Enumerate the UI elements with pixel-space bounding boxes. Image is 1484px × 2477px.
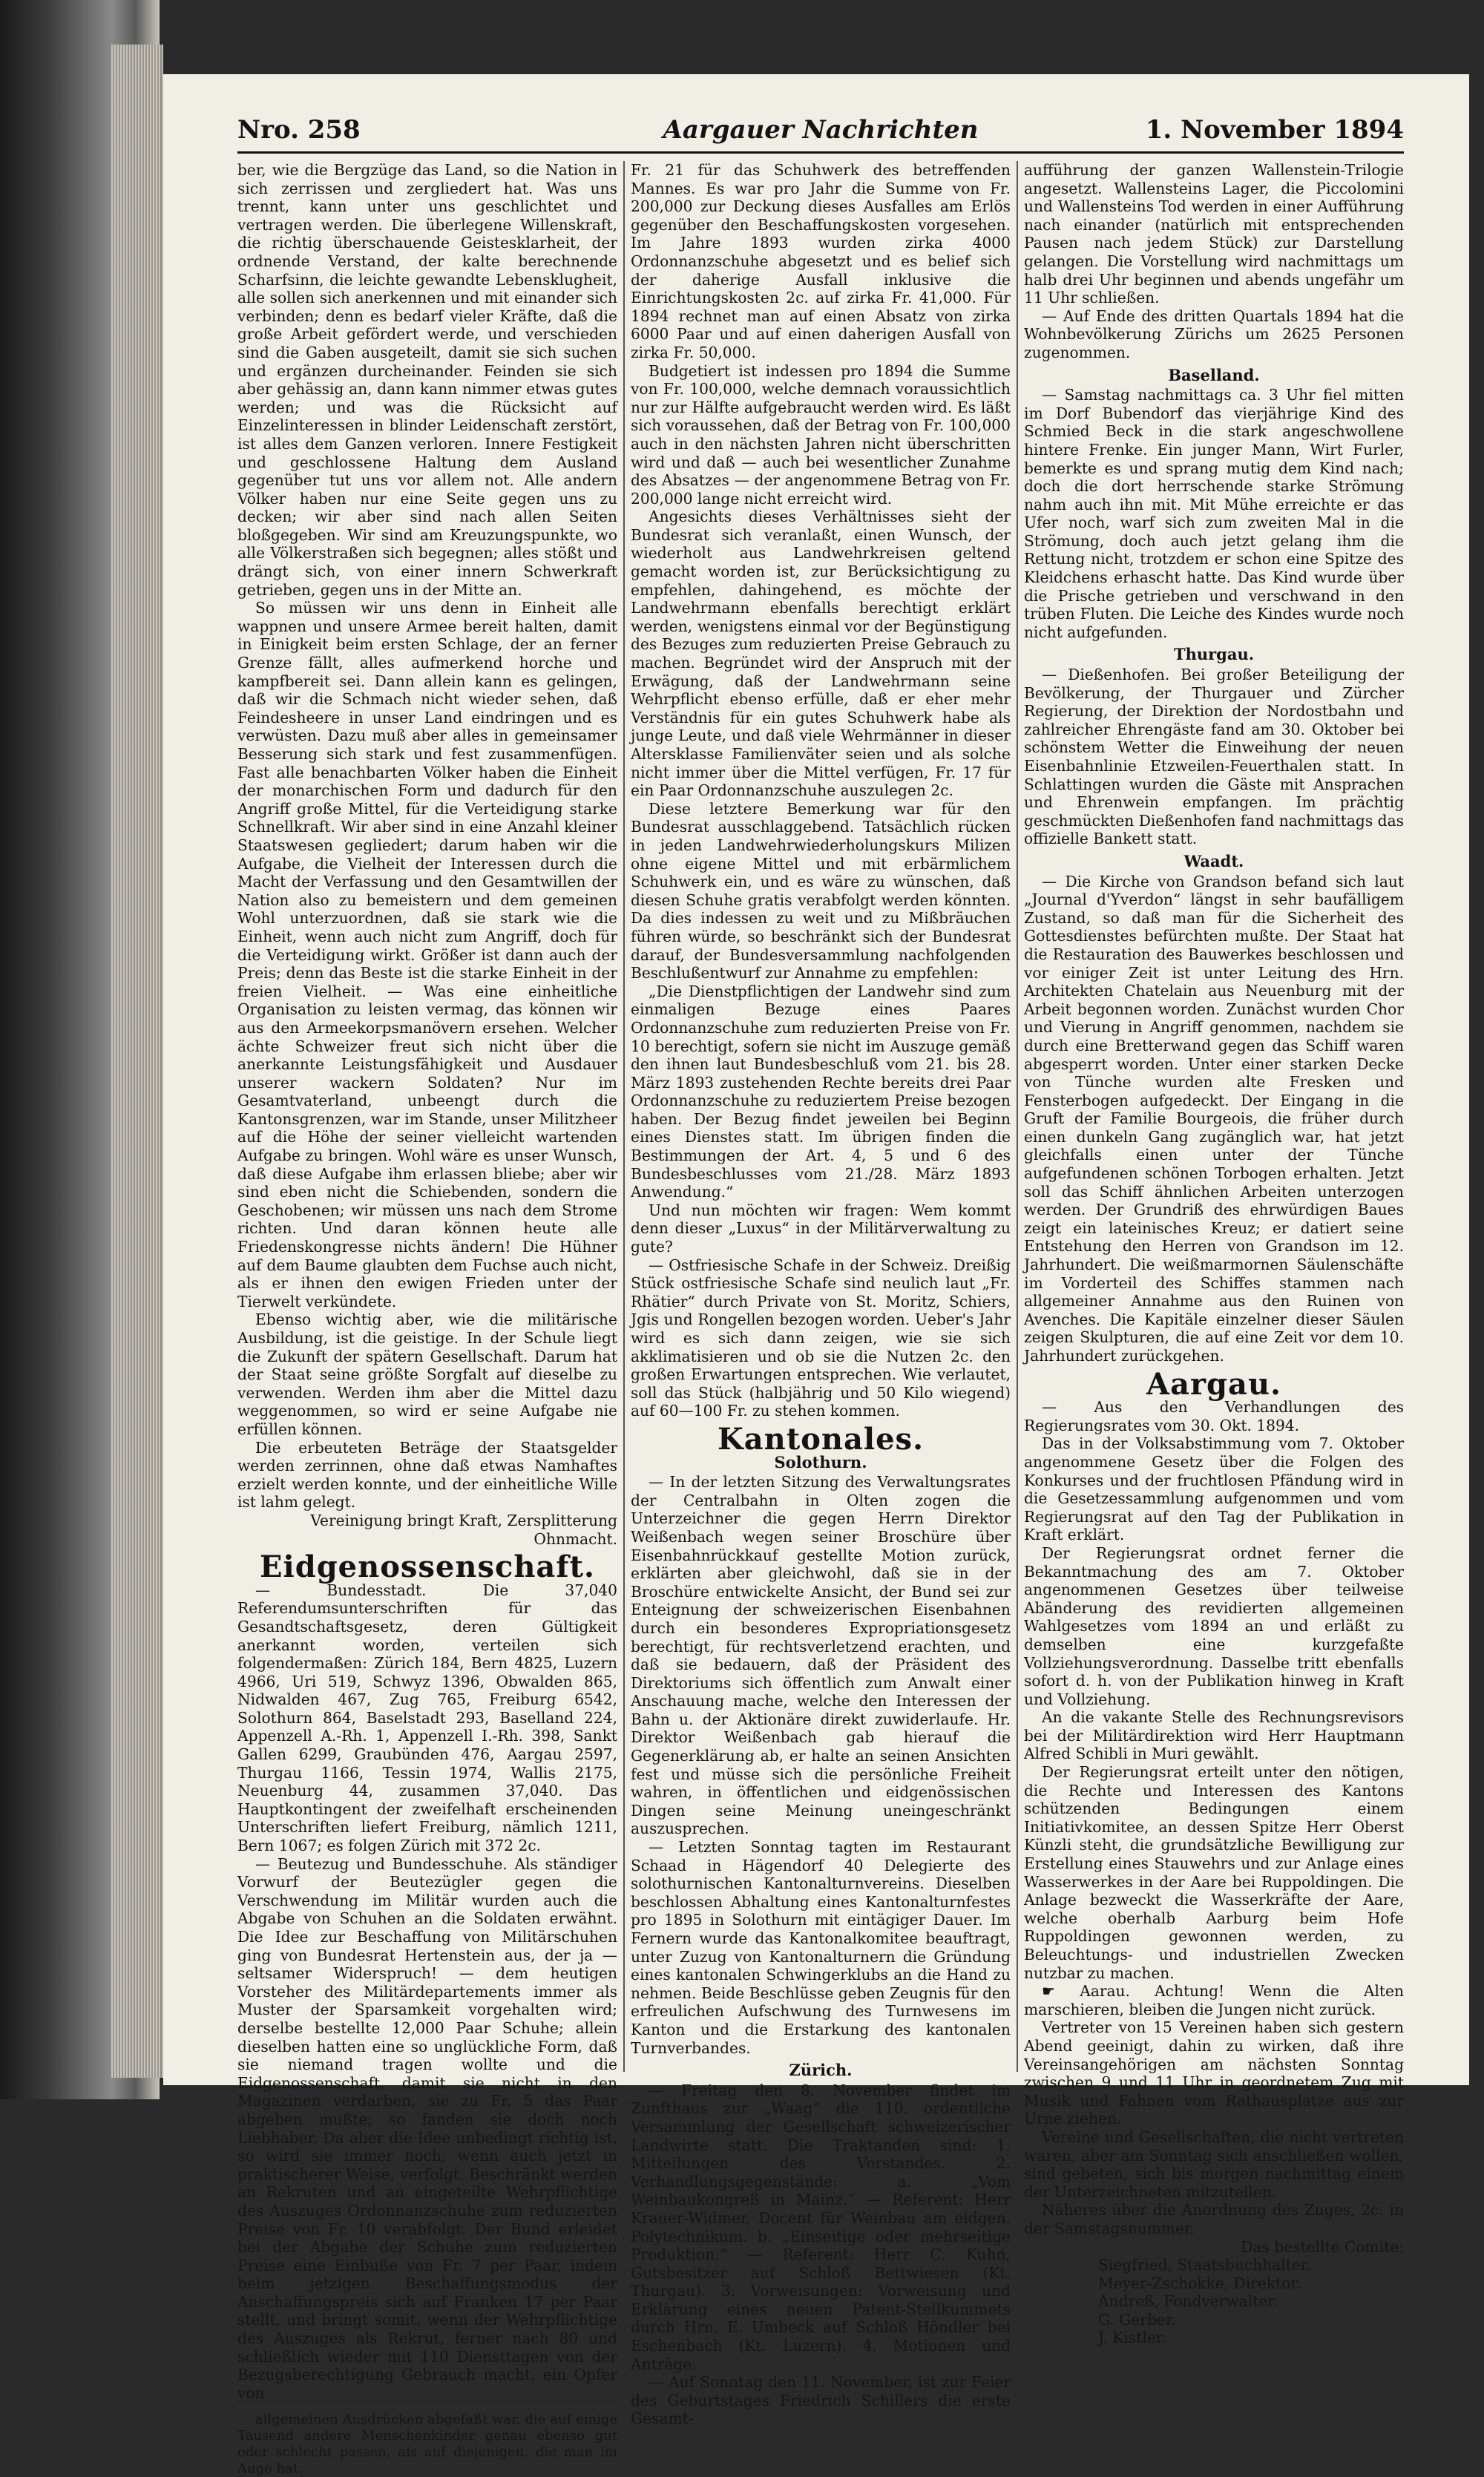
paragraph [1024, 1982, 1404, 2018]
issue-date: 1. November 1894 [1145, 115, 1404, 145]
signatory: J. Kistler. [1098, 2329, 1166, 2347]
paragraph: Vereinigung bringt Kraft, Zersplitterung Ohnmacht. [310, 1511, 617, 1548]
paragraph: Vertreter von 15 Vereinen haben sich gestern Abend geeinigt, dahin zu wirken, daß ihre Vereinsangehörigen am nächsten Sonntag zwischen 9 und 11 Uhr in geordnetem Zug mit Musik und Fahnen vom Rathausplatze aus zur Urne ziehen. [1024, 2018, 1404, 2128]
paragraph: aufführung der ganzen Wallenstein-Trilogie angesetzt. Wallensteins Lager, die Piccolomini und Wallensteins Tod werden in einer Aufführung nach einander (natürlich mit entsprechenden Pausen nach jedem Stück) zur Darstellung gelangen. Die Vorstellung wird nachmittags um halb drei Uhr beginnen und abends ungefähr um 11 Uhr schließen. [1024, 161, 1404, 307]
column-1 [237, 161, 617, 2477]
paragraph: — Freitag den 8. November findet im Zunfthaus zur „Waag“ die 110. ordentliche Versammlung der Gesellschaft schweizerischer Landwirte statt. Die Traktanden sind: 1. Mitteilungen des Vorstandes. 2. Verhandlungsgegenstände: a. „Vom Weinbaukongreß in Mainz.“ — Referent: Herr Krauer-Widmer, Docent für Weinbau am eidgen. Polytechnikum. b. „Einseitige oder mehrseitige Produktion.“ — Referent: Herr C. Kuhn, Gutsbesitzer auf Schloß Bettwiesen (Kt. Thurgau). 3. Vorweisungen: Vorweisung und Erklärung eines neuen Patent-Stellkummets durch Hrn. E. Umbeck auf Schloß Höndler bei Eschenbach (Kt. Luzern). 4. Motionen und Anträge. [631, 2081, 1011, 2373]
signatory: G. Gerber. [1098, 2310, 1176, 2329]
paragraph: Diese letztere Bemerkung war für den Bundesrat ausschlaggebend. Tatsächlich rücken in jeden Landwehrwiederholungskurs Milizen ohne eigene Mittel und mit erbärmlichem Schuhwerk ein, und es wäre zu wünschen, daß diesen Schuhe gratis verabfolgt werden könnten. Da dies indessen zu weit und zu Mißbräuchen führen würde, so beschränkt sich der Bundesrat darauf, der Bundesversammlung nachfolgenden Beschlußentwurf zur Annahme zu empfehlen: [631, 799, 1011, 982]
header-rule [237, 151, 1404, 154]
paragraph: An die vakante Stelle des Rechnungsrevisors bei der Militärdirektion wird Herr Hauptmann Alfred Schibli in Muri gewählt. [1024, 1708, 1404, 1763]
subsection-heading: Solothurn. [774, 1452, 867, 1472]
paragraph: Der Regierungsrat erteilt unter den nötigen, die Rechte und Interessen des Kantons schützenden Bedingungen einem Initiativkomitee, an dessen Spitze Herr Oberst Künzli steht, die grundsätzliche Bewilligung zur Erstellung eines Stauwehrs und zur Anlage eines Wasserwerkes in der Aare bei Ruppoldingen. Die Anlage bezweckt die Wasserkräfte der Aare, welche oberhalb Aarburg beim Hofe Ruppoldingen gewonnen werden, zu Beleuchtungs- und industriellen Zwecken nutzbar zu machen. [1024, 1763, 1404, 1982]
paragraph: — Auf Sonntag den 11. November, ist zur Feier des Geburtstages Friedrich Schillers die erste Gesamt- [631, 2373, 1011, 2428]
paragraph: So müssen wir uns denn in Einheit alle wappnen und unsere Armee bereit halten, damit in Einigkeit beim ersten Schlage, der an ferner Grenze fällt, alles aufmerkend horche und kampfbereit sei. Dann allein kann es gelingen, daß wir die Schmach nicht wieder sehen, daß Feindesheere in unser Land eindringen und es verwüsten. Dazu muß aber alles in gemeinsamer Besserung sich stark und fest zusammenfügen. Fast alle benachbarten Völker haben die Einheit der monarchischen Form und dadurch für den Angriff große Mittel, für die Verteidigung starke Schnellkraft. Wir aber sind in eine Anzahl kleiner Staatswesen gegliedert; darum haben wir die Aufgabe, die Vielheit der Interessen durch die Macht der Verfassung und den Gesamtwillen der Nation also zu bemeistern und dem gemeinen Wohl unterzuordnen, daß sie stark wie die Einheit, wenn auch nicht zum Angriff, doch für die Verteidigung wirkt. Größer ist dann auch der Preis; denn das Beste ist die starke Einheit in der freien Vielheit. — Was eine einheitliche Organisation zu leisten vermag, das können wir aus den Armeekorpsmanövern ersehen. Welcher ächte Schweizer freut sich nicht über die anerkannte Leistungsfähigkeit und Ausdauer unserer wackern Soldaten? Nur im Gesamtvaterland, unbeengt durch die Kantonsgrenzen, war im Stande, unser Militzheer auf die Höhe der seiner vielleicht wartenden Aufgabe zu bringen. Wohl wäre es unser Wunsch, daß diese Aufgabe ihm erlassen bliebe; aber wir sind eben nicht die Schiebenden, sondern die Geschobenen; wir müssen uns nach dem Strome richten. Und daran können heute alle Friedenskongresse nichts ändern! Die Hühner auf dem Baume glaubten dem Fuchse auch nicht, als er ihnen den ewigen Frieden unter der Tierwelt verkündete. [237, 599, 617, 1310]
paragraph: — Die Kirche von Grandson befand sich laut „Journal d'Yverdon“ längst in sehr baufälligem Zustand, so daß man für die Sicherheit des Gottesdienstes befürchten mußte. Der Staat hat die Restauration des Bauwerkes beschlossen und vor einiger Zeit ist unter Leitung des Hrn. Architekten Chatelain aus Neuenburg mit der Arbeit begonnen worden. Zunächst wurden Chor und Vierung in Angriff genommen, nachdem sie durch eine Bretterwand gegen das Schiff waren abgesperrt worden. Unter einer starken Decke von Tünche wurden alte Fresken und Fensterbogen aufgedeckt. Der Eingang in die Gruft der Familie Bourgeois, die früher durch einen dunkeln Gang zugänglich war, hat jetzt gleichfalls einen unter der Tünche aufgefundenen schönen Torbogen erhalten. Jetzt soll das Schiff ähnlichen Arbeiten unterzogen werden. Der Grundriß des ehrwürdigen Baues zeigt ein lateinisches Kreuz; er datiert seine Entstehung den Herren von Grandson im 12. Jahrhundert. Die weißmarmornen Säulenschäfte im Vorderteil des Schiffes stammen nach allgemeiner Annahme aus den Ruinen von Avenches. Die Kapitäle einzelner dieser Säulen zeigen Skulpturen, die auf eine Zeit vor dem 10. Jahrhundert zurückgehen. [1024, 872, 1404, 1365]
section-heading: Aargau. [1146, 1366, 1281, 1402]
column-3 [1024, 161, 1404, 2347]
signatory: Meyer-Zschokke, Direktor. [1098, 2274, 1301, 2292]
page-edges [111, 45, 163, 2078]
paragraph: — In der letzten Sitzung des Verwaltungsrates der Centralbahn in Olten zogen die Unterzeichner die gegen Herrn Direktor Weißenbach wegen seiner Broschüre über Eisenbahnrückkauf gestellte Motion zurück, erklärten aber gleichwohl, daß sie in der Broschüre entwickelte Ansicht, der Bund sei zur Enteignung der schweizerischen Eisenbahnen durch ein besonderes Expropriationsgesetz berechtigt, für rechtsverletzend erachten, und daß sie bedauern, daß der Präsident des Direktoriums sich öffentlich zum Anwalt einer Anschauung mache, welche den Interessen der Bahn u. der Aktionäre direkt zuwiderlaufe. Hr. Direktor Weißenbach gab hierauf die Gegenerklärung ab, er halte an seinen Ansichten fest und müsse sich die persönliche Freiheit wahren, in öffentlichen und eidgenössischen Dingen seine Meinung uneingeschränkt auszusprechen. [631, 1473, 1011, 1838]
subsection-heading: Thurgau. [1173, 645, 1255, 664]
footnote: allgemeinen Ausdrücken abgefaßt war, die auf einige Tausend andere Menschenkinder genau ebenso gut oder schlecht passen, als auf diejenigen, die man im Auge hat. [237, 2412, 617, 2477]
signatory: Siegfried, Staatsbuchhalter. [1098, 2256, 1311, 2274]
masthead [237, 115, 1404, 152]
pointing-hand-icon: ☛ [1042, 1982, 1080, 2001]
paragraph: — Beutezug und Bundesschuhe. Als ständiger Vorwurf der Beutezügler gegen die Verschwendung im Militär wurden auch die Abgabe von Schuhen an die Soldaten erwähnt. Die Idee zur Beschaffung von Militärschuhen ging von Bundesrat Hertenstein aus, der ja — seltsamer Widerspruch! — dem heutigen Vorsteher des Militärdepartements immer als Muster der Sparsamkeit vorgehalten wird; derselbe bestellte 12,000 Paar Schuhe; allein dieselben hatten eine so unglückliche Form, daß sie niemand tragen wollte und die Eidgenossenschaft, damit sie nicht in den Magazinen verdarben, sie zu Fr. 5 das Paar abgeben mußte; so fanden sie doch noch Liebhaber. Da aber die Idee unbedingt richtig ist, so wird sie immer noch, wenn auch jetzt in praktischerer Weise, verfolgt. Beschränkt werden an Rekruten und an eingeteilte Wehrpflichtige des Auszuges Ordonnanzschuhe zum reduzierten Preise von Fr. 10 verabfolgt. Der Bund erleidet bei der Abgabe der Schuhe zum reduzierten Preise eine Einbuße von Fr. 7 per Paar, indem beim jetzigen Beschaffungsmodus der Anschaffungspreis sich auf Franken 17 per Paar stellt, und bringt somit, wenn der Wehrpflichtige des Auszuges als Rekrut, ferner nach 80 und schließlich wieder mit 110 Diensttagen von der Bezugsberechtigung Gebrauch macht, ein Opfer von [237, 1854, 617, 2402]
paragraph: Budgetiert ist indessen pro 1894 die Summe von Fr. 100,000, welche demnach voraussichtlich nur zur Hälfte aufgebraucht werden wird. Es läßt sich voraussehen, daß der Betrag von Fr. 100,000 auch in den nächsten Jahren nicht überschritten wird und daß — auch bei wesentlicher Zunahme des Absatzes — der angenommene Betrag von Fr. 200,000 lange nicht erreicht wird. [631, 361, 1011, 508]
paragraph: — Dießenhofen. Bei großer Beteiligung der Bevölkerung, der Thurgauer und Zürcher Regierung, der Direktion der Nordostbahn und zahlreicher Ehrengäste fand am 30. Oktober bei schönstem Wetter die Einweihung der neuen Eisenbahnlinie Etzweilen-Feuerthalen statt. In Schlattingen wurden die Gäste mit Ansprachen und Ehrenwein empfangen. Im prächtig geschmückten Dießenhofen fand nachmittags das offizielle Bankett statt. [1024, 666, 1404, 848]
column-rule [1017, 161, 1018, 2072]
paragraph: Das in der Volksabstimmung vom 7. Oktober angenommene Gesetz über die Folgen des Konkurses und der fruchtlosen Pfändung wird in die Gesetzessammlung aufgenommen und vom Regierungsrat auf den Tag der Publikation in Kraft erklärt. [1024, 1434, 1404, 1544]
column-rule [623, 161, 625, 2072]
newspaper-page [163, 74, 1469, 2477]
column-2 [631, 161, 1011, 2428]
paragraph: — Bundesstadt. Die 37,040 Referendumsunterschriften für das Gesandtschaftsgesetz, deren Gültigkeit anerkannt worden, verteilen sich folgendermaßen: Zürich 184, Bern 4825, Luzern 4966, Uri 519, Schwyz 1396, Obwalden 865, Nidwalden 467, Zug 765, Freiburg 6542, Solothurn 864, Baselstadt 293, Baselland 224, Appenzell A.-Rh. 1, Appenzell I.-Rh. 398, Sankt Gallen 6299, Graubünden 476, Aargau 2597, Thurgau 1166, Tessin 1974, Wallis 2175, Neuenburg 44, zusammen 37,040. Das Hauptkontingent der zweifelhaft erscheinenden Unterschriften liefert Freiburg, nämlich 1211, Bern 1067; es folgen Zürich mit 372 2c. [237, 1581, 617, 1855]
paragraph: Näheres über die Anordnung des Zuges, 2c. in der Samstagsnummer. [1024, 2201, 1404, 2237]
paragraph: „Die Dienstpflichtigen der Landwehr sind zum einmaligen Bezuge eines Paares Ordonnanzschuhe zum reduzierten Preise von Fr. 10 berechtigt, sofern sie nicht im Auszuge gemäß den ihnen laut Bundesbeschluß vom 21. bis 28. März 1893 zustehenden Rechte bereits drei Paar Ordonnanzschuhe zu reduziertem Preise bezogen haben. Der Bezug findet jeweilen bei Beginn eines Dienstes statt. Im übrigen finden die Bestimmungen der Art. 4, 5 und 6 des Bundesbeschlusses vom 21./28. März 1893 Anwendung.“ [631, 982, 1011, 1201]
paragraph: Und nun möchten wir fragen: Wem kommt denn dieser „Luxus“ in der Militärverwaltung zu gute? [631, 1201, 1011, 1256]
paragraph: Ebenso wichtig aber, wie die militärische Ausbildung, ist die geistige. In der Schule liegt die Zukunft der spätern Gesellschaft. Darum hat der Staat seine größte Sorgfalt auf dieselbe zu verwenden. Werden ihm aber die Mittel dazu weggenommen, so wird er seine Aufgabe nie erfüllen können. [237, 1310, 617, 1438]
newspaper-title: Aargauer Nachrichten [663, 115, 979, 145]
issue-number: Nro. 258 [237, 115, 361, 145]
paragraph: Fr. 21 für das Schuhwerk des betreffenden Mannes. Es war pro Jahr die Summe von Fr. 200,000 zur Deckung dieses Ausfalles am Erlös gegenüber den Beschaffungskosten vorgesehen. Im Jahre 1893 wurden zirka 4000 Ordonnanzschuhe abgesetzt und es belief sich der daherige Ausfall inklusive die Einrichtungskosten 2c. auf zirka Fr. 41,000. Für 1894 rechnet man auf einen Absatz von zirka 6000 Paar und auf einen daherigen Ausfall von zirka Fr. 50,000. [631, 161, 1011, 361]
paragraph: — Auf Ende des dritten Quartals 1894 hat die Wohnbevölkerung Zürichs um 2625 Personen zugenommen. [1024, 306, 1404, 361]
paragraph: — Aus den Verhandlungen des Regierungsrates vom 30. Okt. 1894. [1024, 1398, 1404, 1434]
paragraph: ber, wie die Bergzüge das Land, so die Nation in sich zerrissen und zergliedert hat. Was uns trennt, kann unter uns geschlichtet und vertragen werden. Die überlegene Willenskraft, die richtig überschauende Geistesklarheit, der ordnende Verstand, der kalte berechnende Scharfsinn, die leichte gewandte Lebensklugheit, alle sollen sich anerkennen und mit einander sich verbinden; denn es bedarf vieler Kräfte, daß die große Arbeit gefördert werde, und verschieden sind die Gaben ausgeteilt, damit sie sich suchen und ergänzen durcheinander. Feinden sie sich aber gehässig an, dann kann nimmer etwas gutes werden; und was die Rücksicht auf Einzelinteressen in blinder Leidenschaft zerstört, ist alles dem Ganzen verloren. Innere Festigkeit und geschlossene Haltung dem Ausland gegenüber tut uns vor allem not. Alle andern Völker haben nur eine Seite gegen uns zu decken; wir aber sind nach allen Seiten bloßgegeben. Wir sind am Kreuzungspunkte, wo alle Völkerstraßen sich begegnen; alles stößt und drängt sich, von einer innern Schwerkraft getrieben, gegen uns in der Mitte an. [237, 161, 617, 599]
paragraph: — Ostfriesische Schafe in der Schweiz. Dreißig Stück ostfriesische Schafe sind neulich laut „Fr. Rhätier“ durch Private von St. Moritz, Schiers, Jgis und Rongellen bezogen worden. Ueber's Jahr wird es sich dann zeigen, wie sie sich akklimatisieren und ob sie die Nutzen 2c. den großen Erwartungen entsprechen. Wie verlautet, soll das Stück (halbjährig und 50 Kilo wiegend) auf 60—100 Fr. zu stehen kommen. [631, 1256, 1011, 1420]
paragraph: Die erbeuteten Beträge der Staatsgelder werden zerrinnen, ohne daß etwas Namhaftes erzielt werden konnte, und der einheitliche Wille ist lahm gelegt. [237, 1438, 617, 1512]
subsection-heading: Waadt. [1183, 851, 1244, 870]
subsection-heading: Zürich. [789, 2061, 853, 2080]
subsection-heading: Baselland. [1168, 365, 1260, 384]
paragraph: — Letzten Sonntag tagten im Restaurant Schaad in Hägendorf 40 Delegierte des solothurnischen Kantonalturnvereins. Dieselben beschlossen Abhaltung eines Kantonalturnfestes pro 1895 in Solothurn mit eintägiger Dauer. Im Fernern wurde das Kantonalkomitee beauftragt, unter Zuzug von Kantonalturnern die Gründung eines kantonalen Schwingerklubs an die Hand zu nehmen. Beide Beschlüsse geben Zeugnis für den erfreulichen Aufschwung des Turnwesens im Kanton und die Erstarkung des kantonalen Turnverbandes. [631, 1838, 1011, 2057]
signatory: Andreß, Fondverwalter. [1098, 2292, 1278, 2311]
paragraph: Vereine und Gesellschaften, die nicht vertreten waren, aber am Sonntag sich anschließen wollen, sind gebeten, sich bis morgen nachmittag einem der Unterzeichneten mitzuteilen. [1024, 2127, 1404, 2201]
section-heading: Eidgenossenschaft. [260, 1549, 595, 1585]
announcement-text: Aarau. Achtung! Wenn die Alten marschieren, bleiben die Jungen nicht zurück. [1024, 1982, 1404, 2018]
paragraph: Angesichts dieses Verhältnisses sieht der Bundesrat sich veranlaßt, einen Wunsch, der wiederholt aus Landwehrkreisen geltend gemacht worden ist, zur Berücksichtigung zu empfehlen, dahingehend, es möchte der Landwehrmann ebenfalls berechtigt erklärt werden, wenigstens einmal vor der Begünstigung des Bezuges zum reduzierten Preise Gebrauch zu machen. Begründet wird der Anspruch mit der Erwägung, daß der Landwehrmann seine Wehrpflicht ebenso erfülle, daß er eher mehr Verständnis für ein gutes Schuhwerk habe als junge Leute, und daß viele Wehrmänner in dieser Altersklasse Familienväter seien und als solche nicht immer über die Mittel verfügen, Fr. 17 für ein Paar Ordonnanzschuhe auszulegen 2c. [631, 508, 1011, 800]
paragraph: — Samstag nachmittags ca. 3 Uhr fiel mitten im Dorf Bubendorf das vierjährige Kind des Schmied Beck in die stark angeschwollene hintere Frenke. Ein junger Mann, Wirt Furler, bemerkte es und sprang mutig dem Kind nach; doch die dort herrschende starke Strömung nahm auch ihn mit. Mit Mühe erreichte er das Ufer noch, warf sich zum zweiten Mal in die Strömung, doch auch jetzt gelang ihm die Rettung nicht, trotzdem er schon eine Spitze des Kleidchens erhascht hatte. Das Kind wurde über die Prische getrieben und verschwand in den trüben Fluten. Die Leiche des Kindes wurde noch nicht aufgefunden. [1024, 386, 1404, 641]
section-heading: Kantonales. [717, 1421, 924, 1457]
signature-heading: Das bestellte Comite: [1241, 2237, 1404, 2256]
paragraph: Der Regierungsrat ordnet ferner die Bekanntmachung des am 7. Oktober angenommenen Gesetzes über teilweise Abänderung des revidierten allgemeinen Wahlgesetzes vom 1894 an und erläßt zu demselben eine kurzgefaßte Vollziehungsverordnung. Dasselbe tritt ebenfalls sofort d. h. von der Publikation hinweg in Kraft und Vollziehung. [1024, 1543, 1404, 1708]
